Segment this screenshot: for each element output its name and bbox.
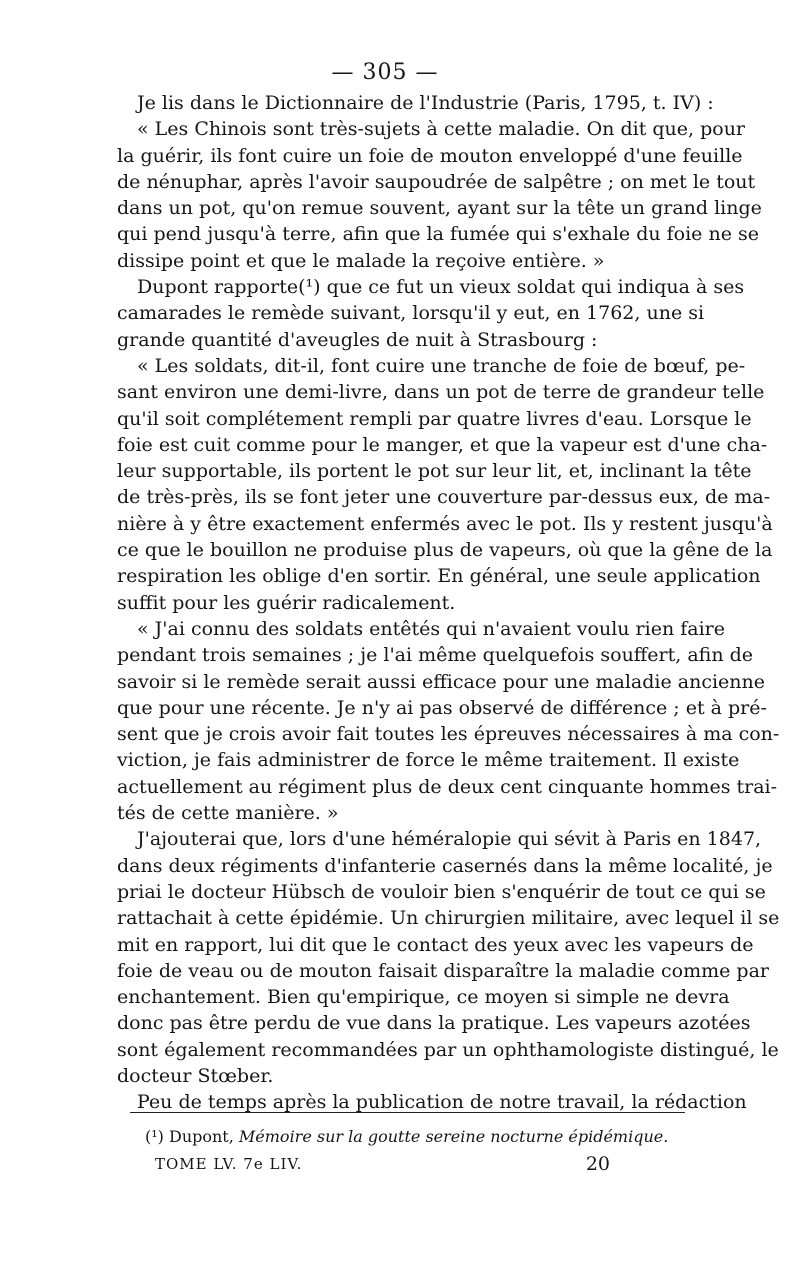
- text-line: respiration les oblige d'en sortir. En général, une seule application: [117, 565, 761, 588]
- text-line: actuellement au régiment plus de deux cent cinquante hommes trai-: [117, 775, 778, 798]
- text-line: Dupont rapporte(¹) que ce fut un vieux soldat qui indiqua à ses: [137, 276, 745, 299]
- text-line: qu'il soit complétement rempli par quatre livres d'eau. Lorsque le: [117, 407, 752, 430]
- signature-number: 20: [585, 1153, 610, 1175]
- text-line: nière à y être exactement enfermés avec le pot. Ils y restent jusqu'à: [117, 512, 773, 535]
- text-line: sant environ une demi-livre, dans un pot de terre de grandeur telle: [117, 381, 765, 404]
- printer-signature: [155, 1153, 610, 1175]
- text-line: savoir si le remède serait aussi efficace pour une maladie ancienne: [117, 670, 765, 693]
- text-line: donc pas être perdu de vue dans la pratique. Les vapeurs azotées: [117, 1012, 751, 1035]
- text-line: que pour une récente. Je n'y ai pas observé de différence ; et à pré-: [117, 696, 767, 719]
- text-line: docteur Stœber.: [117, 1064, 274, 1087]
- text-line: suffit pour les guérir radicalement.: [117, 591, 456, 614]
- text-line: leur supportable, ils portent le pot sur leur lit, et, inclinant la tête: [117, 460, 752, 483]
- text-line: dans un pot, qu'on remue souvent, ayant sur la tête un grand linge: [117, 197, 762, 220]
- text-line: pendant trois semaines ; je l'ai même quelquefois souffert, afin de: [117, 644, 754, 667]
- body-text: [117, 90, 780, 1116]
- text-line: mit en rapport, lui dit que le contact des yeux avec les vapeurs de: [117, 933, 754, 956]
- text-line: la guérir, ils font cuire un foie de mouton enveloppé d'une feuille: [117, 144, 743, 167]
- signature-mark: TOME LV. 7e LIV.: [155, 1155, 303, 1173]
- text-line: priai le docteur Hübsch de vouloir bien s'enquérir de tout ce qui se: [117, 880, 766, 903]
- text-line: « Les soldats, dit-il, font cuire une tranche de foie de bœuf, pe-: [137, 354, 746, 377]
- text-line: Je lis dans le Dictionnaire de l'Industrie (Paris, 1795, t. IV) :: [137, 92, 714, 114]
- footnote: [145, 1126, 685, 1148]
- text-line: foie est cuit comme pour le manger, et que la vapeur est d'une cha-: [117, 433, 768, 456]
- text-line: dissipe point et que le malade la reçoive entière. »: [117, 249, 605, 272]
- footnote-separator: [130, 1112, 685, 1113]
- text-line: viction, je fais administrer de force le même traitement. Il existe: [117, 749, 740, 772]
- text-line: rattachait à cette épidémie. Un chirurgien militaire, avec lequel il se: [117, 907, 780, 930]
- text-line: tés de cette manière. »: [117, 802, 339, 825]
- text-line: sont également recommandées par un ophthamologiste distingué, le: [117, 1038, 779, 1061]
- text-line: sent que je crois avoir fait toutes les épreuves nécessaires à ma con-: [117, 723, 780, 746]
- text-line: dans deux régiments d'infanterie casernés dans la même localité, je: [117, 854, 773, 877]
- text-line: « J'ai connu des soldats entêtés qui n'avaient voulu rien faire: [137, 617, 725, 640]
- text-line: foie de veau ou de mouton faisait disparaître la maladie comme par: [117, 959, 769, 982]
- footnote-marker: (¹) Dupont,: [145, 1127, 239, 1146]
- text-line: J'ajouterai que, lors d'une héméralopie qui sévit à Paris en 1847,: [137, 828, 762, 851]
- text-line: grande quantité d'aveugles de nuit à Strasbourg :: [117, 328, 598, 351]
- footnote-title: Mémoire sur la goutte sereine nocturne épidémique.: [238, 1127, 669, 1146]
- text-line: ce que le bouillon ne produise plus de vapeurs, où que la gêne de la: [117, 539, 773, 562]
- text-line: enchantement. Bien qu'empirique, ce moyen si simple ne devra: [117, 986, 730, 1009]
- text-line: de très-près, ils se font jeter une couverture par-dessus eux, de ma-: [117, 486, 771, 509]
- text-line: camarades le remède suivant, lorsqu'il y eut, en 1762, une si: [117, 302, 705, 325]
- text-line: qui pend jusqu'à terre, afin que la fumée qui s'exhale du foie ne se: [117, 223, 759, 246]
- page-number: — 305 —: [331, 60, 439, 85]
- text-line: « Les Chinois sont très-sujets à cette maladie. On dit que, pour: [137, 118, 746, 141]
- text-line: Peu de temps après la publication de notre travail, la rédaction: [137, 1091, 747, 1114]
- text-line: de nénuphar, après l'avoir saupoudrée de salpêtre ; on met le tout: [117, 170, 756, 193]
